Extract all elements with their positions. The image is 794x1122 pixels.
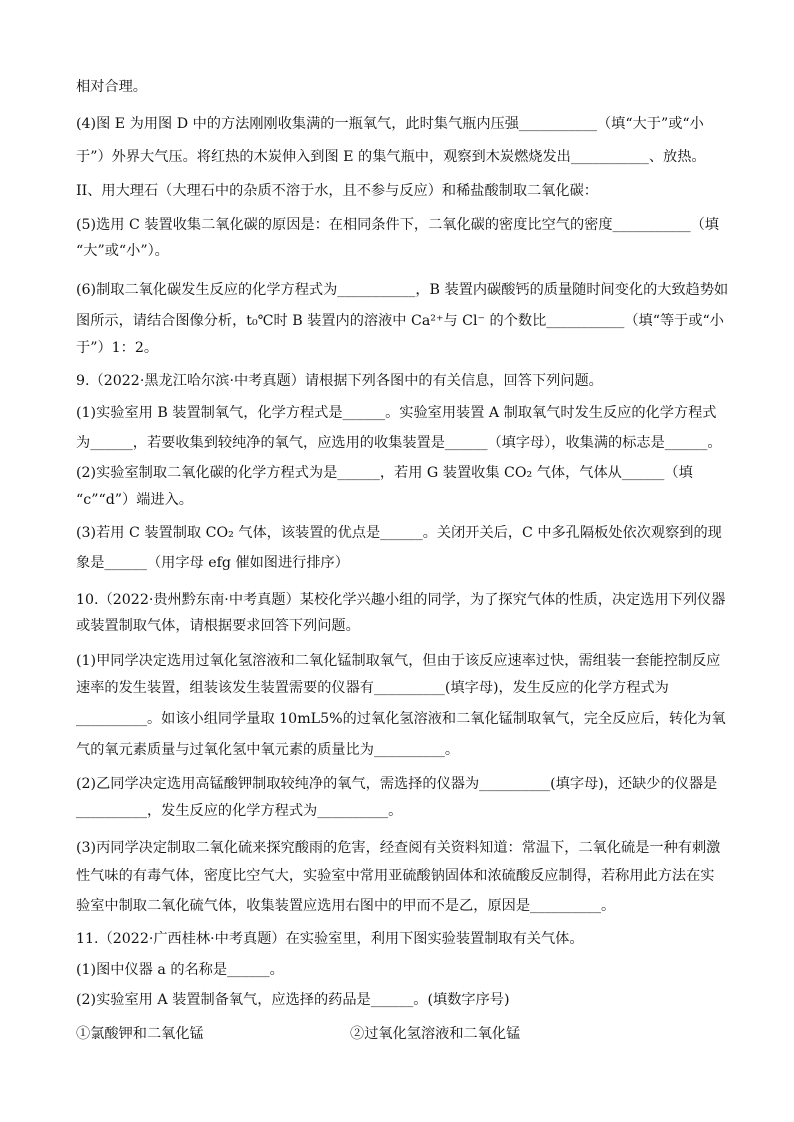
answer-options-row	[76, 1024, 726, 1044]
problem-10-q1-line-4: 气的氧元素质量与过氧化氢中氧元素的质量比为__________。	[76, 742, 460, 758]
problem-10-heading-line-2: 或装置制取气体，请根据要求回答下列问题。	[76, 618, 360, 634]
problem-11-q2: (2)实验室用 A 装置制备氧气，应选择的药品是______。(填数字序号)	[76, 992, 510, 1008]
problem-10-heading-line-1: 10.（2022·贵州黔东南·中考真题）某校化学兴趣小组的同学，为了探究气体的性质，决定选用下列仪器	[76, 592, 726, 608]
problem-10-q2-line-1: (2)乙同学决定选用高锰酸钾制取较纯净的氧气，需选择的仪器为__________(填字母)，还缺少的仪器是	[76, 776, 718, 792]
problem-10-q3-line-2: 性气味的有毒气体，密度比空气大，实验室中常用亚硫酸钠固体和浓硫酸反应制得，若称用此方法在实	[76, 868, 715, 884]
problem-9-q1-line-2: 为______，若要收集到较纯净的氧气，应选用的收集装置是______（填字母），收集满的标志是______。	[76, 435, 722, 451]
problem-11-q1: (1)图中仪器 a 的名称是______。	[76, 962, 284, 978]
problem-10-q2-line-2: __________，发生反应的化学方程式为__________。	[76, 803, 403, 819]
problem-11-heading: 11.（2022·广西桂林·中考真题）在实验室里，利用下图实验装置制取有关气体。	[76, 931, 584, 947]
option-1: ①氯酸钾和二氧化锰	[76, 1026, 204, 1042]
problem-10-q1-line-2: 速率的发生装置，组装该发生装置需要的仪器有__________(填字母)，发生反应的化学方程式为	[76, 680, 669, 696]
section-ii-heading: II、用大理石（大理石中的杂质不溶于水，且不参与反应）和稀盐酸制取二氧化碳：	[76, 183, 598, 199]
problem-10-q3-line-1: (3)丙同学决定制取二氧化硫来探究酸雨的危害，经查阅有关资料知道：常温下，二氧化硫是一种有刺激	[76, 840, 721, 856]
problem-9-q2-line-1: (2)实验室制取二氧化碳的化学方程式为是______，若用 G 装置收集 CO₂ 气体，气体从______（填	[76, 465, 693, 481]
option-2: ②过氧化氢溶液和二氧化锰	[350, 1026, 521, 1042]
problem-10-q1-line-3: __________。如该小组同学量取 10mL5%的过氧化氢溶液和二氧化锰制取氧气，完全反应后，转化为氧	[76, 711, 726, 727]
question-6-line-3: 于”）1：2。	[76, 340, 159, 356]
question-4-line-2: 于”）外界大气压。将红热的木炭伸入到图 E 的集气瓶中，观察到木炭燃烧发出___________、放热。	[76, 149, 706, 165]
question-4-line-1: (4)图 E 为用图 D 中的方法刚刚收集满的一瓶氧气，此时集气瓶内压强___________（填“大于”或“小	[76, 116, 704, 132]
problem-9-q3-line-2: 象是______（用字母 efg 催如图进行排序）	[76, 555, 349, 571]
question-5-line-2: “大”或“小”）。	[76, 243, 169, 259]
text-line: 相对合理。	[76, 79, 147, 95]
problem-9-q2-line-2: “c”“d”）端进入。	[76, 492, 193, 508]
problem-9-q1-line-1: (1)实验室用 B 装置制氧气，化学方程式是______。实验室用装置 A 制取氧气时发生反应的化学方程式	[76, 405, 717, 421]
question-6-line-2: 图所示，请结合图像分析，t₀℃时 B 装置内的溶液中 Ca²⁺与 Cl⁻ 的个数比___________（填“等于或“小	[76, 313, 724, 329]
problem-10-q3-line-3: 验室中制取二氧化硫气体，收集装置应选用右图中的甲而不是乙，原因是__________。	[76, 898, 616, 914]
problem-10-q1-line-1: (1)甲同学决定选用过氧化氢溶液和二氧化锰制取氧气，但由于该反应速率过快，需组装一套能控制反应	[76, 653, 721, 669]
question-6-line-1: (6)制取二氧化碳发生反应的化学方程式为___________，B 装置内碳酸钙的质量随时间变化的大致趋势如	[76, 282, 729, 298]
problem-9-q3-line-1: (3)若用 C 装置制取 CO₂ 气体，该装置的优点是______。关闭开关后，C 中多孔隔板处依次观察到的现	[76, 525, 722, 541]
problem-9-heading: 9.（2022·黑龙江哈尔滨·中考真题）请根据下列各图中的有关信息，回答下列问题。	[76, 373, 603, 389]
question-5-line-1: (5)选用 C 装置收集二氧化碳的原因是：在相同条件下，二氧化碳的密度比空气的密度___________（填	[76, 217, 719, 233]
